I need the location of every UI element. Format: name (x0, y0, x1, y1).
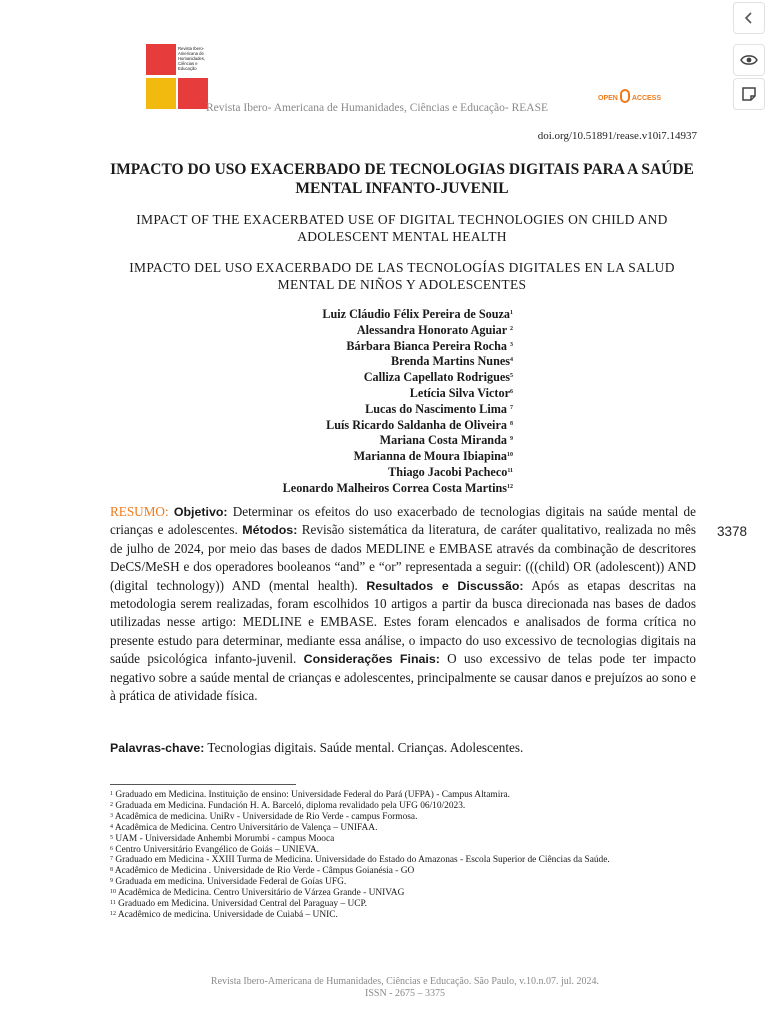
title-spanish: IMPACTO DEL USO EXACERBADO DE LAS TECNOLOGÍAS DIGITALES EN LA SALUD MENTAL DE NIÑOS Y ADOLESCENTES (129, 260, 675, 292)
title-english: IMPACT OF THE EXACERBATED USE OF DIGITAL TECHNOLOGIES ON CHILD AND ADOLESCENT MENTAL HEALTH (136, 212, 668, 244)
footnote-divider (110, 784, 296, 785)
author-line: Thiago Jacobi Pacheco$^{11}$ (388, 464, 513, 479)
keywords-label: Palavras-chave: (110, 741, 205, 755)
footer-citation: Revista Ibero-Americana de Humanidades, Ciências e Educação. São Paulo, v.10.n.07. jul. 2024. (210, 976, 600, 987)
journal-name: Revista Ibero- Americana de Humanidades, Ciências e Educação- REASE (206, 102, 549, 114)
logo-square-red-2 (178, 78, 208, 109)
note-icon (741, 86, 757, 102)
footnote: $^{10}$ Acadêmica de Medicina. Centro Universitário de Várzea Grande - UNIVAG (110, 888, 405, 899)
author-line: Luís Ricardo Saldanha de Oliveira $^8$ (326, 417, 513, 432)
page-footer (150, 976, 660, 1000)
author-line: Leonardo Malheiros Correa Costa Martins$^{12}$ (282, 480, 513, 495)
title-portuguese: IMPACTO DO USO EXACERBADO DE TECNOLOGIAS DIGITAIS PARA A SAÚDE MENTAL INFANTO-JUVENIL (110, 161, 694, 197)
metodos-label: Métodos: (242, 523, 298, 538)
view-button[interactable] (733, 44, 765, 76)
footnote: $^1$ Graduado em Medicina. Instituição de ensino: Universidade Federal do Pará (UFPA) - Campus Altamira. (110, 790, 510, 800)
consideracoes-label: Considerações Finais: (303, 652, 440, 667)
author-line: Calliza Capellato Rodrigues$^5$ (363, 370, 513, 385)
author-list (200, 307, 513, 497)
abstract-label: RESUMO: (110, 504, 169, 519)
eye-icon (740, 53, 758, 67)
resultados-text: Após as etapas descritas na metodologia serem realizadas, foram escolhidos 10 artigos a partir da busca direcionada nas bases de dados utilizadas nesse artigo: MEDLINE e EMBASE. Estes foram elencados e analisados de forma crítica no presente estudo para determinar, mediante essa análise, o impacto do uso excessivo de tecnologias digitais na saúde psicológica infanto-juvenil. (110, 577, 696, 667)
footnote: $^4$ Acadêmica de Medicina. Centro Universitário de Valença – UNIFAA. (110, 822, 378, 833)
resultados-label: Resultados e Discussão: (366, 578, 524, 593)
keywords (110, 740, 696, 756)
objetivo-label: Objetivo: (173, 505, 228, 519)
author-line: Luiz Cláudio Félix Pereira de Souza$^1$ (322, 307, 513, 321)
footnote: $^3$ Acadêmica de medicina. UniRv - Universidade de Rio Verde - campus Formosa. (110, 811, 418, 822)
doi-link[interactable]: doi.org/10.51891/rease.v10i7.14937 (537, 130, 697, 142)
footnote: $^{12}$ Acadêmico de medicina. Universidade de Cuiabá – UNIC. (110, 909, 338, 920)
footnote: $^2$ Graduada em Medicina. Fundación H. A. Barceló, diploma revalidado pela UFG 06/10/2023. (110, 800, 466, 811)
footnote: $^7$ Graduado em Medicina - XXIII Turma de Medicina. Universidade do Estado do Amazonas - Escola Superior de Ciências da Saúde. (110, 855, 610, 866)
logo-square-yellow (146, 78, 176, 109)
footnote: $^9$ Graduada em medicina. Universidade Federal de Goías UFG. (110, 877, 347, 888)
abstract (110, 503, 696, 705)
author-line: Letícia Silva Victor$^6$ (409, 385, 513, 400)
page-number: 3378 (717, 524, 748, 539)
open-access-badge (598, 91, 661, 105)
metodos-text: Revisão sistemática da literatura, de caráter qualitativo, realizada no mês de julho de 2024, por meio das bases de dados MEDLINE e EMBASE através da combinação de descritores DeCS/MeSH e dos operadores booleanos “and” e “or” representada a seguir: (((child) OR (adolescent)) AND (digital technology)) AND (mental health). (110, 522, 696, 593)
footnote: $^5$ UAM - Universidade Anhembi Morumbi - campus Mooca (110, 833, 335, 844)
author-line: Lucas do Nascimento Lima $^7$ (365, 401, 513, 416)
author-line: Marianna de Moura Ibiapina$^{10}$ (353, 449, 513, 464)
logo-square-red (146, 44, 176, 75)
author-line: Alessandra Honorato Aguiar $^2$ (356, 322, 513, 337)
objetivo-text: Determinar os efeitos do uso exacerbado de tecnologias digitais na saúde mental de crianças e adolescentes. (110, 504, 696, 538)
journal-logo (146, 44, 210, 110)
author-line: Brenda Martins Nunes$^4$ (391, 354, 513, 369)
notes-button[interactable] (733, 78, 765, 110)
collapse-panel-button[interactable] (733, 2, 765, 34)
keywords-text: Tecnologias digitais. Saúde mental. Crianças. Adolescentes. (204, 740, 524, 755)
chevron-left-icon (742, 11, 756, 25)
author-line: Bárbara Bianca Pereira Rocha $^3$ (346, 338, 513, 353)
footer-issn: ISSN - 2675 – 3375 (364, 988, 445, 999)
footnote: $^{11}$ Graduado em Medicina. Universidad Central del Paraguay – UCP. (110, 899, 368, 910)
open-access-right: ACCESS (631, 94, 662, 102)
footnotes (110, 790, 700, 921)
footnote: $^8$ Acadêmico de Medicina . Universidade de Rio Verde - Câmpus Goianésia - GO (110, 866, 415, 877)
open-access-left: OPEN (598, 94, 618, 102)
author-line: Mariana Costa Miranda $^9$ (379, 433, 513, 448)
footnote: $^6$ Centro Universitário Evangélico de Goiás – UNIEVA. (110, 844, 320, 855)
open-lock-icon (620, 89, 630, 103)
consideracoes-text: O uso excessivo de telas pode ter impacto negativo sobre a saúde mental de crianças e adolescentes, principalmente se causar danos e prejuízos ao sono e à prática de atividade física. (110, 651, 696, 704)
logo-text: Revista Ibero-Americana de Humanidades, Ciências e Educação (178, 46, 206, 71)
